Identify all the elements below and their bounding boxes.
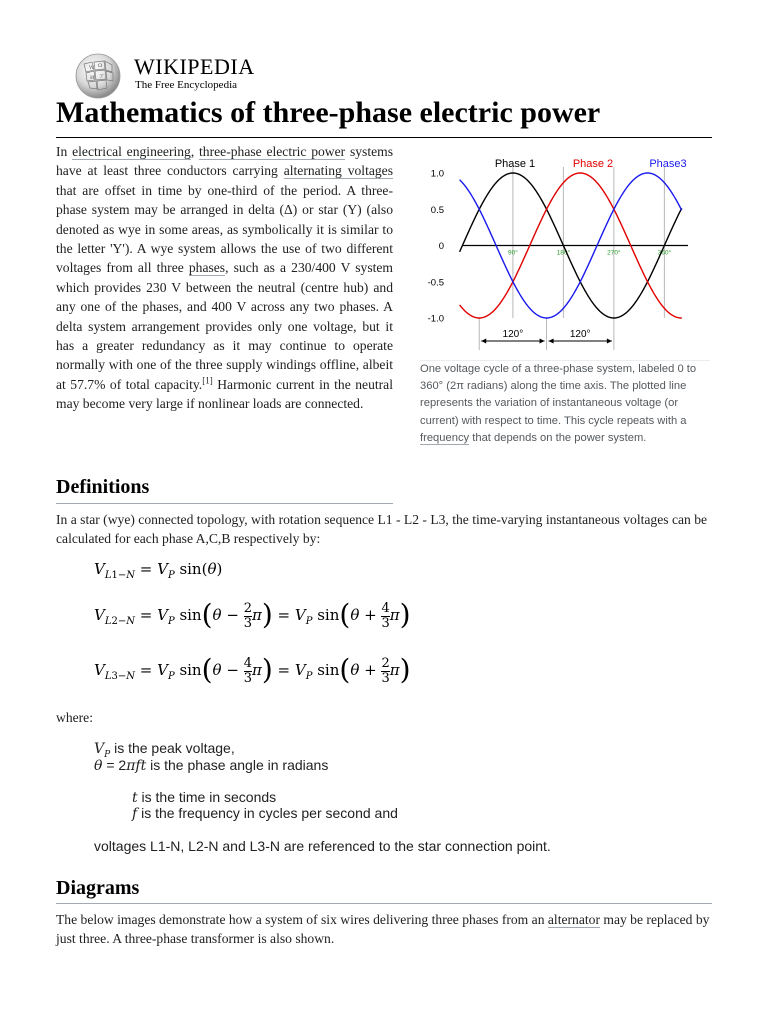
intro-paragraph: In electrical engineering, three-phase electric power systems have at least three conductors carrying alternating voltages that are offset in time by one-third of the period. A three-phase system may be arranged in delta (Δ) or star (Y) (also denoted as wye in some areas, as symbolically it is similar to the letter 'Y'). A wye system allows the use of two different voltages from all three phases, such as a 230/400 V system which provides 230 V between the neutral (centre hub) and any one of the phases, and 400 V across any two phases. A delta system arrangement provides only one voltage, but it has a greater redundancy as it may continue to operate normally with one of the three supply windings offline, albeit at 57.7% of total capacity.[1] Harmonic current in the neutral may become very large if nonlinear loads are connected. [56, 144, 394, 412]
def-time: t is the time in seconds [132, 789, 277, 806]
chart-x-tick-label: 270° [607, 249, 621, 257]
diagrams-heading: Diagrams [56, 877, 140, 899]
chart-span-arrowhead [607, 339, 612, 344]
svg-text:И: И [90, 75, 95, 81]
def-phase-angle: θ = 2πft is the phase angle in radians [94, 757, 329, 774]
chart-span-label: 120° [502, 329, 524, 340]
chart-legend-label: Phase 1 [494, 158, 536, 170]
link-frequency[interactable]: frequency [420, 431, 470, 444]
link-electrical-engineering[interactable]: electrical engineering [72, 144, 191, 159]
chart-legend-label: Phase3 [649, 158, 687, 170]
page-title: Mathematics of three-phase electric power [56, 96, 601, 129]
chart-span-arrowhead [540, 339, 545, 344]
link-alternator[interactable]: alternator [547, 912, 600, 927]
diagrams-underline [56, 903, 712, 904]
chart-y-tick-label: 1.0 [430, 168, 444, 180]
def-frequency: f is the frequency in cycles per second and [132, 805, 398, 822]
wikipedia-globe-logo[interactable] [74, 52, 122, 100]
citation-link[interactable]: [1] [202, 375, 213, 386]
equation-vl2: $V_{L2-N} = V_P$ sin(θ − $\frac{2}{3}$ $\pi) = V_P$ sin(θ + $\frac{4}{3}$ π) [94, 598, 411, 631]
svg-text:W: W [89, 65, 95, 71]
diagrams-paragraph: The below images demonstrate how a system of six wires delivering three phases from an alternator may be replaced by just three. A three-phase transformer is also shown. [56, 912, 710, 947]
chart-span-arrowhead [481, 339, 486, 344]
svg-text:Ω: Ω [98, 63, 103, 69]
link-alternating-voltages[interactable]: alternating voltages [283, 163, 393, 179]
link-phases[interactable]: phases [188, 260, 226, 276]
svg-text:ア: ア [99, 74, 105, 80]
chart-y-tick-label: 0.5 [430, 204, 444, 216]
def-reference: voltages L1-N, L2-N and L3-N are referenced to the star connection point. [94, 838, 551, 854]
figure-caption: One voltage cycle of a three-phase system, labeled 0 to 360° (2π radians) along the time axis. The plotted line represents the variation of instantaneous voltage (or current) with respect to time. This cycle repeats with a frequency that depends on the power system. [420, 360, 710, 447]
wikipedia-tagline: The Free Encyclopedia [135, 79, 238, 91]
chart-legend-label: Phase 2 [572, 158, 614, 170]
chart-span-label: 120° [569, 329, 591, 340]
three-phase-voltage-chart[interactable] [420, 152, 712, 357]
definitions-paragraph: In a star (wye) connected topology, with rotation sequence L1 - L2 - L3, the time-varying instantaneous voltages can be calculated for each phase A,C,B respectively by: [56, 512, 708, 547]
chart-x-tick-label: 180° [556, 249, 571, 257]
chart-y-tick-label: -0.5 [427, 277, 444, 289]
equation-vl1: $V_{L1-N} = V_P$ sin(θ) [94, 560, 223, 581]
chart-y-tick-label: 0 [438, 241, 444, 252]
chart-x-tick-label: 90° [507, 249, 518, 257]
where-label: where: [56, 710, 93, 725]
link-three-phase-electric-power[interactable]: three-phase electric power [199, 144, 346, 159]
chart-x-tick-label: 360° [657, 249, 672, 257]
chart-y-tick-label: -1.0 [427, 313, 444, 325]
equation-vl3: $V_{L3-N} = V_P$ sin(θ − $\frac{4}{3}$ $\pi) = V_P$ sin(θ + $\frac{2}{3}$ π) [94, 653, 411, 686]
wikipedia-wordmark[interactable]: WIKIPEDIA [134, 54, 255, 79]
chart-span-arrowhead [549, 339, 554, 344]
definitions-underline [56, 503, 393, 504]
def-peak-voltage: $V_P$ is the peak voltage, [94, 740, 235, 760]
definitions-heading: Definitions [56, 476, 150, 498]
title-underline [56, 137, 712, 138]
